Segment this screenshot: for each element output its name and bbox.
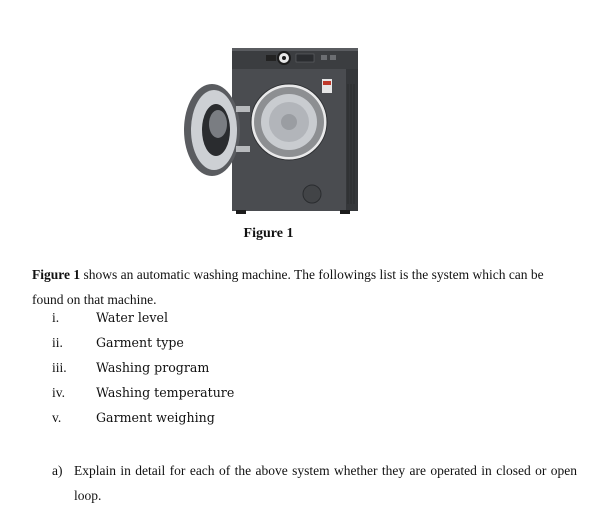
list-item [0, 310, 600, 334]
question-label: a) [52, 463, 63, 478]
list-item [0, 385, 600, 409]
list-item [0, 360, 600, 384]
list-item-label: Garment weighing [96, 410, 215, 425]
intro-text: shows an automatic washing machine. The followings list is the system which can be found on that machine. [32, 267, 544, 307]
figure-reference: Figure 1 [32, 267, 81, 282]
list-item-number: iii. [52, 360, 67, 375]
list-item-label: Washing program [96, 360, 210, 375]
washing-machine-image [176, 44, 366, 219]
list-item-label: Washing temperature [96, 385, 235, 400]
list-item [0, 335, 600, 359]
list-item-number: ii. [52, 335, 63, 350]
figure-caption: Figure 1 [243, 226, 294, 241]
list-item [0, 410, 600, 434]
list-item-number: v. [52, 410, 62, 425]
question-text: Explain in detail for each of the above system whether they are operated in closed or open loop. [74, 463, 577, 503]
list-item-number: i. [52, 310, 60, 325]
list-item-label: Garment type [96, 335, 184, 350]
list-item-number: iv. [52, 385, 65, 400]
list-item-label: Water level [96, 310, 168, 325]
washing-machine-figure [176, 44, 366, 219]
intro-paragraph [32, 262, 577, 312]
